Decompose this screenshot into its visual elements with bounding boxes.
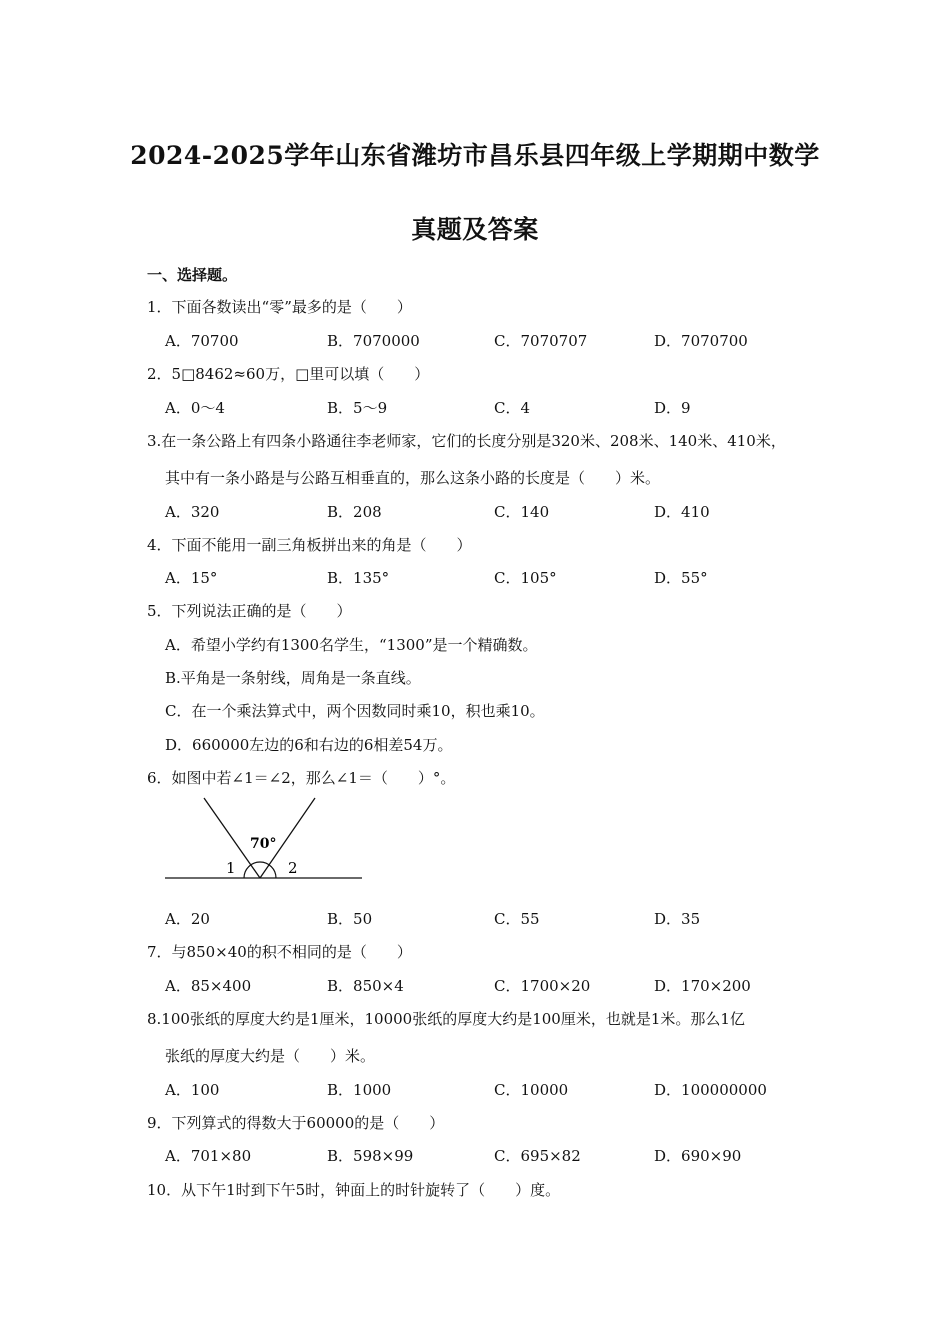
question-9-option-a: A．701×80 [165, 1147, 252, 1165]
angle-figure [160, 792, 370, 884]
question-7-option-d: D．170×200 [654, 977, 751, 995]
question-2-option-d: D．9 [654, 399, 691, 417]
document-title-line2: 真题及答案 [411, 215, 539, 244]
question-1-option-b: B．7070000 [327, 332, 420, 350]
question-10-stem: 10．从下午1时到下午5时，钟面上的时针旋转了（ ）度。 [147, 1181, 561, 1199]
question-1-option-a: A．70700 [165, 332, 239, 350]
question-8-option-d: D．100000000 [654, 1081, 767, 1099]
question-1-option-c: C．7070707 [494, 332, 588, 350]
question-7-option-b: B．850×4 [327, 977, 404, 995]
figure-label-1: 1 [226, 859, 236, 877]
question-5-option-b: B.平角是一条射线，周角是一条直线。 [165, 669, 421, 687]
question-5-option-d: D．660000左边的6和右边的6相差54万。 [165, 736, 453, 754]
question-8-option-c: C．10000 [494, 1081, 569, 1099]
question-9-option-c: C．695×82 [494, 1147, 581, 1165]
question-8-stem-line2: 张纸的厚度大约是（ ）米。 [165, 1047, 376, 1065]
document-title-line1: 2024-2025学年山东省潍坊市昌乐县四年级上学期期中数学 [130, 141, 820, 170]
figure-angle-label: 70° [250, 836, 277, 852]
question-6-option-c: C．55 [494, 910, 540, 928]
question-4-option-a: A．15° [165, 569, 218, 587]
question-7-stem: 7．与850×40的积不相同的是（ ） [147, 943, 412, 961]
question-9-option-b: B．598×99 [327, 1147, 414, 1165]
section-heading: 一、选择题。 [147, 266, 238, 284]
question-2-option-b: B．5～9 [327, 399, 388, 417]
question-5-option-a: A．希望小学约有1300名学生，“1300”是一个精确数。 [165, 636, 538, 654]
question-6-option-b: B．50 [327, 910, 373, 928]
question-8-stem-line1: 8.100张纸的厚度大约是1厘米，10000张纸的厚度大约是100厘米，也就是1米。那么1亿 [147, 1010, 745, 1028]
question-2-option-c: C．4 [494, 399, 531, 417]
question-4-option-c: C．105° [494, 569, 557, 587]
figure-angle-arc [244, 862, 276, 878]
question-4-option-d: D．55° [654, 569, 708, 587]
question-5-option-c: C．在一个乘法算式中，两个因数同时乘10，积也乘10。 [165, 702, 545, 720]
question-4-option-b: B．135° [327, 569, 390, 587]
question-4-stem: 4．下面不能用一副三角板拼出来的角是（ ） [147, 536, 472, 554]
question-3-option-a: A．320 [165, 503, 220, 521]
question-3-option-c: C．140 [494, 503, 550, 521]
question-3-stem-line2: 其中有一条小路是与公路互相垂直的，那么这条小路的长度是（ ）米。 [165, 469, 661, 487]
figure-label-2: 2 [288, 859, 298, 877]
question-6-option-a: A．20 [165, 910, 210, 928]
question-6-option-d: D．35 [654, 910, 701, 928]
question-1-option-d: D．7070700 [654, 332, 748, 350]
question-1-stem: 1．下面各数读出“零”最多的是（ ） [147, 298, 412, 316]
question-6-stem: 6．如图中若∠1＝∠2，那么∠1＝（ ）°。 [147, 769, 456, 787]
question-3-stem-line1: 3.在一条公路上有四条小路通往李老师家，它们的长度分别是320米、208米、140米、410米， [147, 432, 786, 450]
question-9-stem: 9．下列算式的得数大于60000的是（ ） [147, 1114, 445, 1132]
question-8-option-b: B．1000 [327, 1081, 392, 1099]
question-5-stem: 5．下列说法正确的是（ ） [147, 602, 352, 620]
question-3-option-b: B．208 [327, 503, 382, 521]
question-8-option-a: A．100 [165, 1081, 220, 1099]
question-9-option-d: D．690×90 [654, 1147, 742, 1165]
question-7-option-a: A．85×400 [165, 977, 252, 995]
question-7-option-c: C．1700×20 [494, 977, 591, 995]
question-3-option-d: D．410 [654, 503, 710, 521]
question-2-stem: 2．5□8462≈60万，□里可以填（ ） [147, 365, 430, 383]
question-2-option-a: A．0～4 [165, 399, 225, 417]
